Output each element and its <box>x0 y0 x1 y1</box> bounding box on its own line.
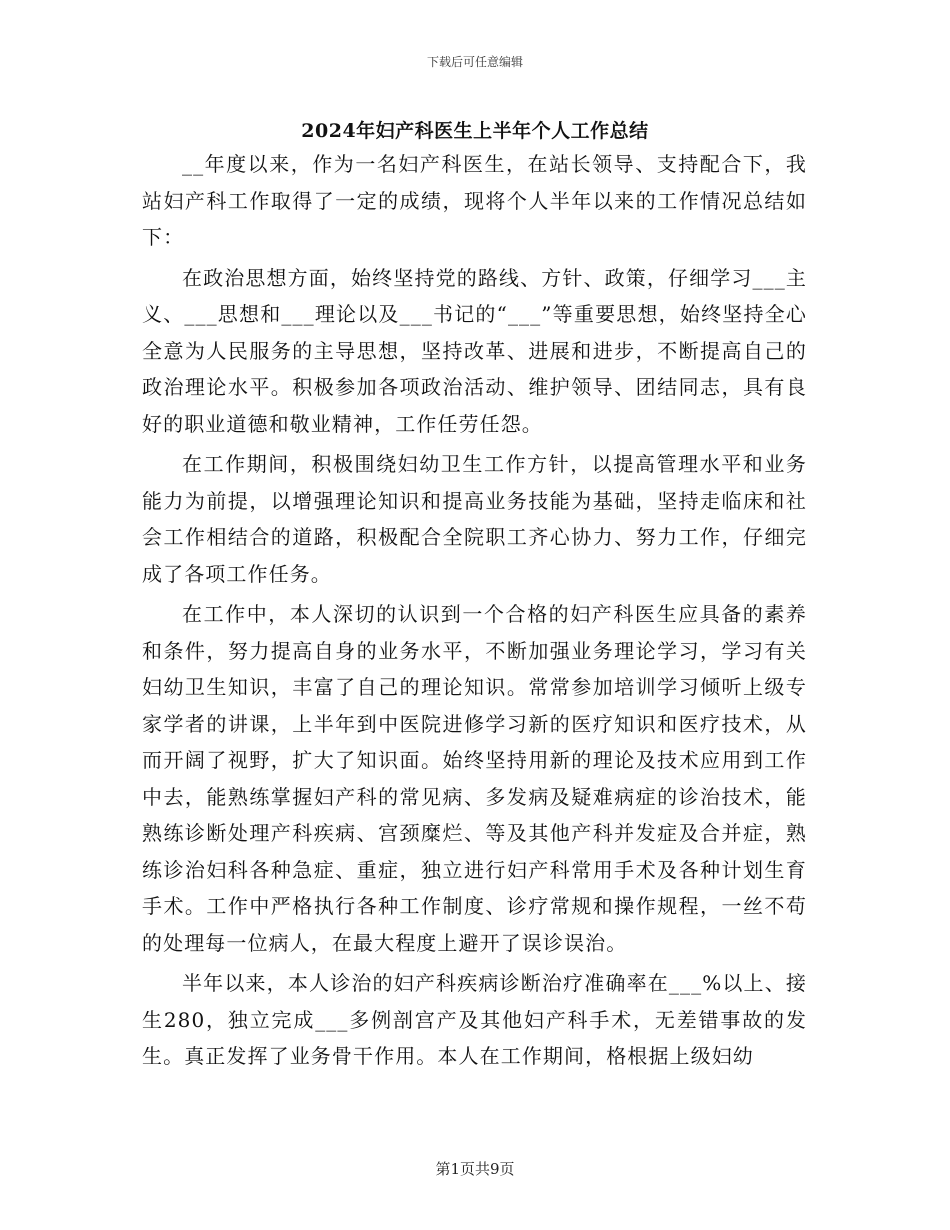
page-header-note: 下载后可任意编辑 <box>426 55 523 69</box>
document-title: 2024年妇产科医生上半年个人工作总结 <box>301 120 649 142</box>
paragraph-intro: __年度以来，作为一名妇产科医生，在站长领导、支持配合下，我站妇产科工作取得了一定的成绩，现将个人半年以来的工作情况总结如下： <box>142 152 807 249</box>
paragraph-achievements: 半年以来，本人诊治的妇产科疾病诊断治疗准确率在___%以上、接生280，独立完成___多例剖宫产及其他妇产科手术，无差错事故的发生。真正发挥了业务骨干作用。本人在工作期间，格根据上级妇幼 <box>142 971 807 1068</box>
document-body <box>142 146 807 1075</box>
paragraph-work-period: 在工作期间，积极围绕妇幼卫生工作方针，以提高管理水平和业务能力为前提，以增强理论知识和提高业务技能为基础，坚持走临床和社会工作相结合的道路，积极配合全院职工齐心协力、努力工作，仔细完成了各项工作任务。 <box>142 452 807 586</box>
page-number: 第1页共9页 <box>435 1160 515 1178</box>
paragraph-political-thought: 在政治思想方面，始终坚持党的路线、方针、政策，仔细学习___主义、___思想和___理论以及___书记的“___”等重要思想，始终坚持全心全意为人民服务的主导思想，坚持改革、进展和进步，不断提高自己的政治理论水平。积极参加各项政治活动、维护领导、团结同志，具有良好的职业道德和敬业精神，工作任劳任怨。 <box>142 265 807 436</box>
paragraph-professional-study: 在工作中，本人深切的认识到一个合格的妇产科医生应具备的素养和条件，努力提高自身的业务水平，不断加强业务理论学习，学习有关妇幼卫生知识，丰富了自己的理论知识。常常参加培训学习倾听上级专家学者的讲课，上半年到中医院进修学习新的医疗知识和医疗技术，从而开阔了视野，扩大了知识面。始终坚持用新的理论及技术应用到工作中去，能熟练掌握妇产科的常见病、多发病及疑难病症的诊治技术，能熟练诊断处理产科疾病、宫颈糜烂、等及其他产科并发症及合并症，熟练诊治妇科各种急症、重症，独立进行妇产科常用手术及各种计划生育手术。工作中严格执行各种工作制度、诊疗常规和操作规程，一丝不苟的处理每一位病人，在最大程度上避开了误诊误治。 <box>142 602 807 955</box>
